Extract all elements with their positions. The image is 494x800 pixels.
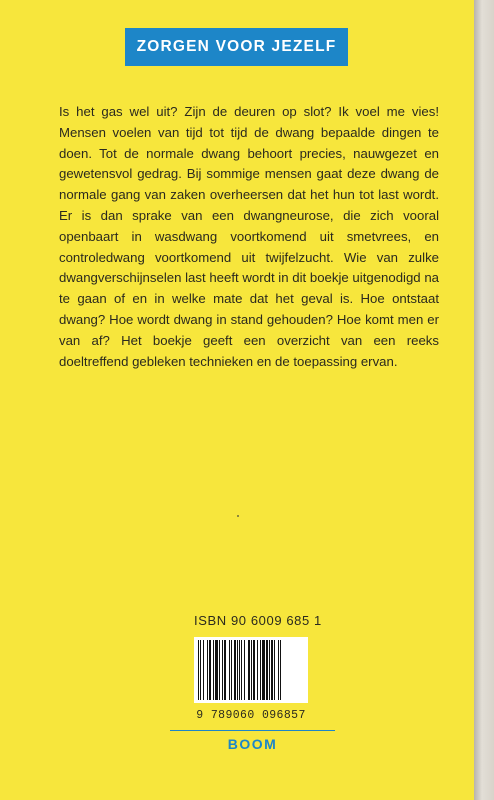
blurb-text: Is het gas wel uit? Zijn de deuren op slot? Ik voel me vies! Mensen voelen van tijd tot tijd de dwang bepaalde dingen te doen. Tot de normale dwang behoort precies, nauwgezet en gewetensvol gedrag. Bij sommige mensen gaat deze dwang de normale gang van zaken overheersen dat het hun tot last wordt. Er is dan sprake van een dwangneurose, die zich vooral openbaart in wasdwang voortkomend uit smetvrees, en controledwang voortkomend uit twijfelzucht. Wie van zulke dwangverschijnselen last heeft wordt in dit boekje uitgenodigd na te gaan of en in welke mate dat het geval is. Hoe ontstaat dwang? Hoe wordt dwang in stand gehouden? Hoe komt men er van af? Het boekje geeft een overzicht van een reeks doeltreffend gebleken technieken en de toepassing ervan. xyxy=(59,104,439,369)
barcode-bar xyxy=(269,640,270,700)
barcode-bar xyxy=(234,640,236,700)
series-title-banner xyxy=(125,28,348,66)
barcode-bar xyxy=(241,640,242,700)
barcode-bar xyxy=(244,640,245,700)
barcode-bar xyxy=(251,640,252,700)
publisher-rule xyxy=(170,730,335,731)
print-speck xyxy=(237,515,239,517)
barcode-bar xyxy=(237,640,238,700)
barcode-bar xyxy=(198,640,199,700)
barcode-bar xyxy=(209,640,211,700)
barcode-bar xyxy=(257,640,258,700)
barcode-bar xyxy=(224,640,226,700)
barcode-bar xyxy=(271,640,273,700)
publisher-name: BOOM xyxy=(227,736,278,752)
barcode-bar xyxy=(213,640,214,700)
barcode-bars xyxy=(197,640,305,706)
barcode-bar xyxy=(207,640,208,700)
barcode-bar xyxy=(200,640,201,700)
barcode-bar xyxy=(222,640,223,700)
barcode-bar xyxy=(215,640,218,700)
barcode-bar xyxy=(219,640,220,700)
barcode-bar xyxy=(280,640,281,700)
barcode-bar xyxy=(203,640,204,700)
barcode xyxy=(194,637,308,703)
page-edge xyxy=(474,0,494,800)
barcode-bar xyxy=(278,640,279,700)
barcode-bar xyxy=(266,640,268,700)
barcode-bar xyxy=(253,640,255,700)
barcode-bar xyxy=(229,640,230,700)
barcode-number: 9 789060 096857 xyxy=(196,709,306,722)
barcode-bar xyxy=(248,640,250,700)
series-title: ZORGEN VOOR JEZELF xyxy=(136,38,337,55)
isbn-label: ISBN 90 6009 685 1 xyxy=(194,613,322,628)
barcode-bar xyxy=(239,640,240,700)
barcode-bar xyxy=(260,640,261,700)
barcode-bar xyxy=(231,640,232,700)
barcode-bar xyxy=(262,640,265,700)
barcode-bar xyxy=(274,640,275,700)
